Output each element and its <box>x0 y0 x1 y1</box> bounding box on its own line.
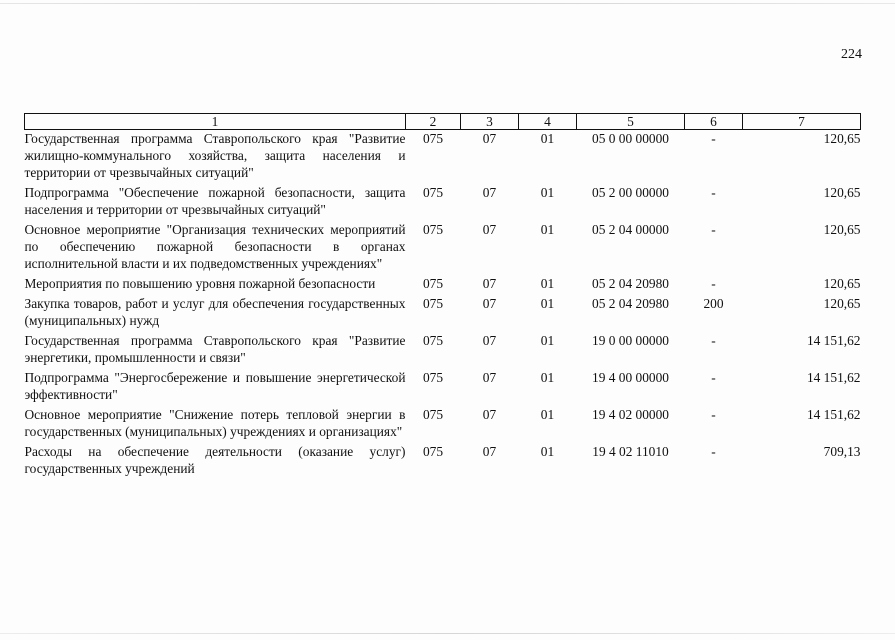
scan-edge-bottom <box>0 633 895 634</box>
table-row <box>25 406 861 440</box>
table-row <box>25 332 861 366</box>
row-name: Мероприятия по повышению уровня пожарной безопасности <box>24 276 376 291</box>
table-row <box>25 221 861 272</box>
row-name: Подпрограмма "Обеспечение пожарной безопасности, защита населения и территории от чрезвычайных ситуаций" <box>24 185 406 217</box>
row-name: Основное мероприятие "Снижение потерь тепловой энергии в государственных (муниципальных) учреждениях и организациях" <box>24 407 406 439</box>
row-name: Государственная программа Ставропольского края "Развитие энергетики, промышленности и связи" <box>24 333 406 365</box>
row-code: 075 <box>422 296 444 311</box>
row-section: 07 <box>482 131 497 146</box>
row-name: Закупка товаров, работ и услуг для обеспечения государственных (муниципальных) нужд <box>24 296 406 328</box>
row-code: 075 <box>422 370 444 385</box>
row-subsection: 01 <box>540 222 555 237</box>
row-target: 19 0 00 00000 <box>592 333 669 348</box>
budget-table <box>24 113 861 477</box>
row-target: 05 0 00 00000 <box>592 131 669 146</box>
row-code: 075 <box>422 222 444 237</box>
row-section: 07 <box>482 222 497 237</box>
row-name: Подпрограмма "Энергосбережение и повышение энергетической эффективности" <box>24 370 406 402</box>
row-code: 075 <box>422 276 444 291</box>
row-amount: 14 151,62 <box>806 370 861 385</box>
header-col-4: 4 <box>519 114 577 130</box>
row-amount: 120,65 <box>823 222 861 237</box>
row-target: 05 2 04 20980 <box>592 276 669 291</box>
row-subsection: 01 <box>540 131 555 146</box>
row-section: 07 <box>482 407 497 422</box>
table-row <box>25 275 861 292</box>
row-type: - <box>711 444 716 459</box>
row-target: 19 4 02 11010 <box>592 444 669 459</box>
row-subsection: 01 <box>540 407 555 422</box>
table-row <box>25 443 861 477</box>
row-target: 05 2 00 00000 <box>592 185 669 200</box>
row-type: 200 <box>703 296 724 311</box>
row-code: 075 <box>422 333 444 348</box>
row-amount: 120,65 <box>823 276 861 291</box>
table-row <box>25 184 861 218</box>
row-target: 19 4 02 00000 <box>592 407 669 422</box>
row-section: 07 <box>482 333 497 348</box>
scan-edge-top <box>0 3 895 4</box>
row-type: - <box>711 370 716 385</box>
row-name: Основное мероприятие "Организация технических мероприятий по обеспечению пожарной безопасности в органах исполнительной власти и их подведомственных учреждениях" <box>24 222 406 271</box>
row-type: - <box>711 407 716 422</box>
row-section: 07 <box>482 370 497 385</box>
row-type: - <box>711 333 716 348</box>
row-target: 05 2 04 20980 <box>592 296 669 311</box>
row-code: 075 <box>422 185 444 200</box>
row-code: 075 <box>422 131 444 146</box>
table-row <box>25 130 861 182</box>
row-subsection: 01 <box>540 276 555 291</box>
header-col-6: 6 <box>685 114 743 130</box>
row-subsection: 01 <box>540 444 555 459</box>
row-target: 19 4 00 00000 <box>592 370 669 385</box>
table-header-row <box>25 114 861 130</box>
row-amount: 14 151,62 <box>806 333 861 348</box>
table-row <box>25 295 861 329</box>
row-section: 07 <box>482 276 497 291</box>
row-section: 07 <box>482 444 497 459</box>
row-amount: 709,13 <box>823 444 861 459</box>
row-amount: 120,65 <box>823 296 861 311</box>
row-amount: 14 151,62 <box>806 407 861 422</box>
page-number: 224 <box>841 47 862 62</box>
row-subsection: 01 <box>540 370 555 385</box>
row-type: - <box>711 276 716 291</box>
row-code: 075 <box>422 407 444 422</box>
row-amount: 120,65 <box>823 131 861 146</box>
row-code: 075 <box>422 444 444 459</box>
row-section: 07 <box>482 185 497 200</box>
table-row <box>25 369 861 403</box>
row-subsection: 01 <box>540 185 555 200</box>
row-section: 07 <box>482 296 497 311</box>
row-name: Расходы на обеспечение деятельности (оказание услуг) государственных учреждений <box>24 444 406 476</box>
row-name: Государственная программа Ставропольского края "Развитие жилищно-коммунального хозяйства, защита населения и территории от чрезвычайных ситуаций" <box>24 131 406 180</box>
row-type: - <box>711 222 716 237</box>
row-target: 05 2 04 00000 <box>592 222 669 237</box>
header-col-1: 1 <box>25 114 406 130</box>
header-col-2: 2 <box>406 114 461 130</box>
row-subsection: 01 <box>540 333 555 348</box>
header-col-3: 3 <box>461 114 519 130</box>
row-type: - <box>711 185 716 200</box>
row-amount: 120,65 <box>823 185 861 200</box>
row-subsection: 01 <box>540 296 555 311</box>
header-col-5: 5 <box>577 114 685 130</box>
row-type: - <box>711 131 716 146</box>
header-col-7: 7 <box>743 114 861 130</box>
